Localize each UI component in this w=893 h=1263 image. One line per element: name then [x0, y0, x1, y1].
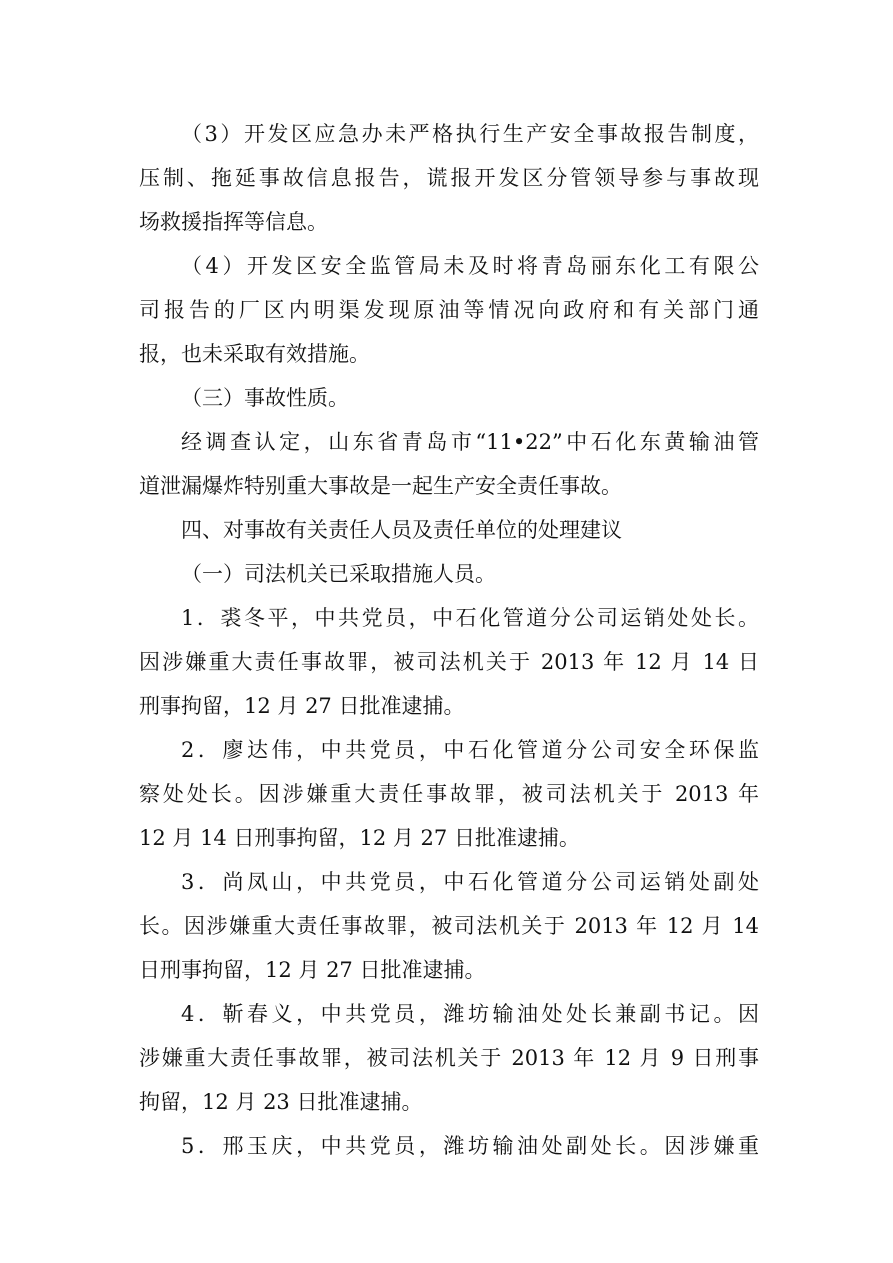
section-heading: （一）司法机关已采取措施人员。: [181, 562, 496, 586]
paragraph-line: 司报告的厂区内明渠发现原油等情况向政府和有关部门通: [139, 298, 759, 322]
paragraph-line: 4．靳春义，中共党员，潍坊输油处处长兼副书记。因: [181, 1002, 759, 1026]
paragraph-line: 长。因涉嫌重大责任事故罪，被司法机关于 2013 年 12 月 14: [139, 914, 759, 938]
paragraph-line: 涉嫌重大责任事故罪，被司法机关于 2013 年 12 月 9 日刑事: [139, 1046, 759, 1070]
paragraph-line: （3）开发区应急办未严格执行生产安全事故报告制度，: [181, 122, 759, 146]
section-heading: （三）事故性质。: [181, 386, 349, 410]
paragraph-line: 经调查认定，山东省青岛市“11•22”中石化东黄输油管: [181, 430, 759, 454]
paragraph-line: 3．尚凤山，中共党员，中石化管道分公司运销处副处: [181, 870, 759, 894]
paragraph-line: 12 月 14 日刑事拘留，12 月 27 日批准逮捕。: [139, 826, 580, 850]
paragraph-line: 拘留，12 月 23 日批准逮捕。: [139, 1090, 423, 1114]
section-heading: 四、对事故有关责任人员及责任单位的处理建议: [181, 518, 622, 542]
paragraph-line: （4）开发区安全监管局未及时将青岛丽东化工有限公: [181, 254, 759, 278]
paragraph-line: 1．裘冬平，中共党员，中石化管道分公司运销处处长。: [181, 606, 759, 630]
paragraph-line: 2．廖达伟，中共党员，中石化管道分公司安全环保监: [181, 738, 759, 762]
paragraph-line: 因涉嫌重大责任事故罪，被司法机关于 2013 年 12 月 14 日: [139, 650, 759, 674]
paragraph-line: 刑事拘留，12 月 27 日批准逮捕。: [139, 694, 465, 718]
paragraph-line: 报，也未采取有效措施。: [139, 342, 370, 366]
paragraph-line: 日刑事拘留，12 月 27 日批准逮捕。: [139, 958, 486, 982]
paragraph-line: 察处处长。因涉嫌重大责任事故罪，被司法机关于 2013 年: [139, 782, 759, 806]
paragraph-line: 道泄漏爆炸特别重大事故是一起生产安全责任事故。: [139, 474, 622, 498]
paragraph-line: 压制、拖延事故信息报告，谎报开发区分管领导参与事故现: [139, 166, 759, 190]
paragraph-line: 场救援指挥等信息。: [139, 210, 328, 234]
paragraph-line: 5．邢玉庆，中共党员，潍坊输油处副处长。因涉嫌重: [181, 1134, 759, 1158]
